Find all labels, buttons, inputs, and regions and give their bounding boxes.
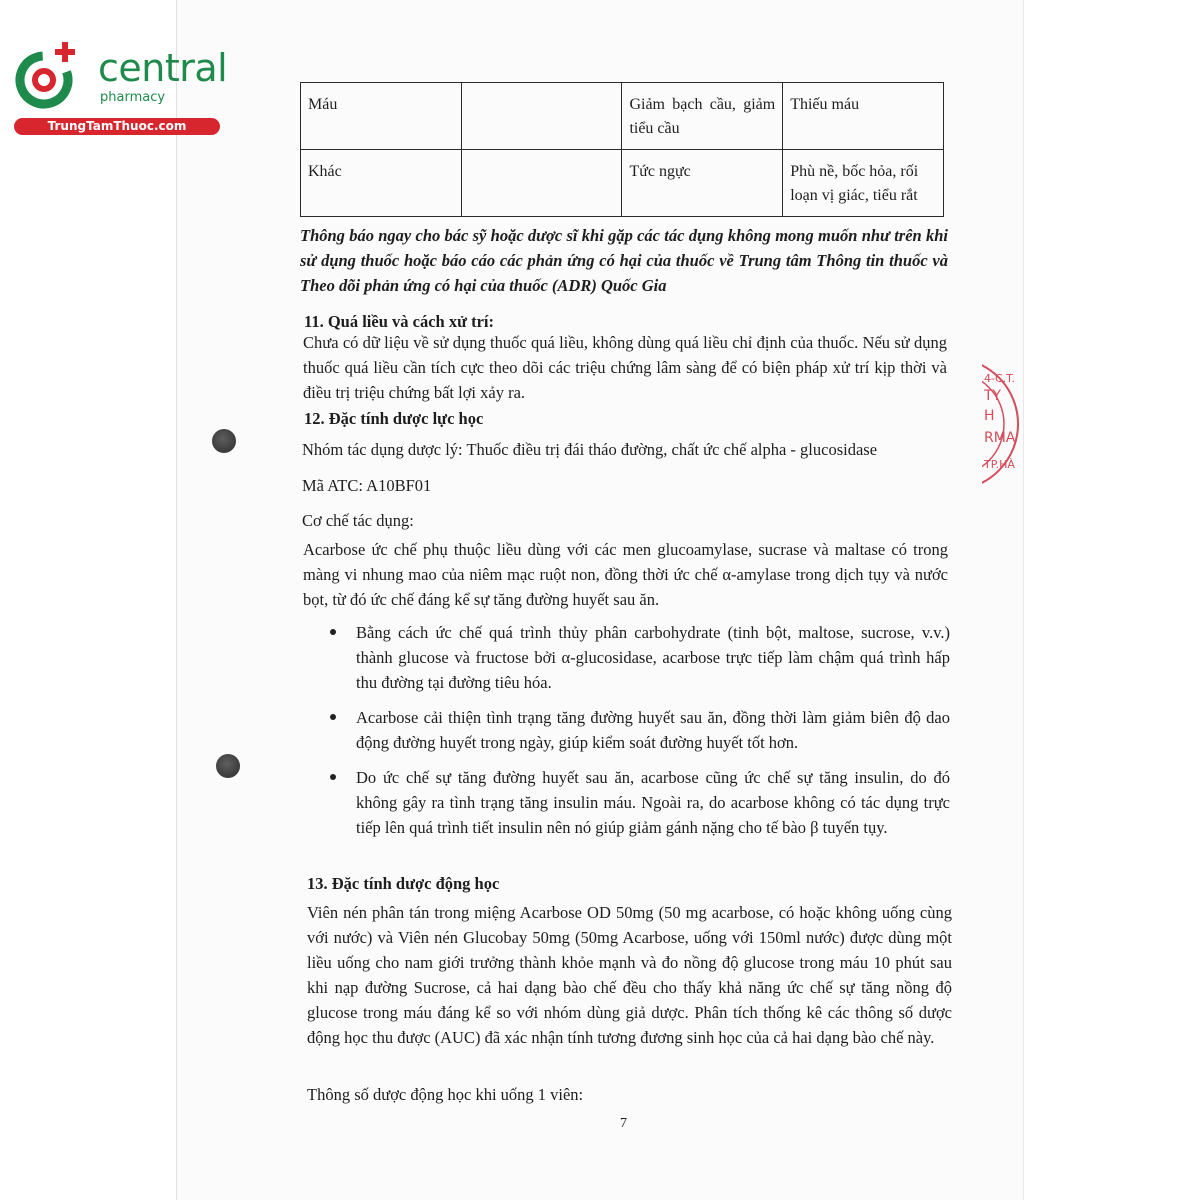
section-11-title: 11. Quá liều và cách xử trí:: [304, 312, 495, 331]
mechanism-label: Cơ chế tác dụng:: [302, 511, 414, 530]
page-number: 7: [620, 1116, 627, 1131]
logo-name: central: [98, 46, 228, 90]
list-item: Do ức chế sự tăng đường huyết sau ăn, acarbose cũng ức chế sự tăng insulin, do đó không gây ra tình trạng tăng insulin máu. Ngoài ra, do acarbose không có tác dụng trực tiếp lên quá trình tiết insulin nên nó giúp giảm gánh nặng cho tế bào β tuyến tụy.: [326, 765, 950, 840]
table-cell: Tức ngực: [622, 150, 783, 217]
stamp-text: TY: [984, 388, 1002, 404]
table-row: [301, 150, 944, 217]
logo-subtitle: pharmacy: [100, 90, 166, 105]
pharmacy-cross-icon: [10, 36, 90, 116]
section-12-title: 12. Đặc tính dược lực học: [304, 409, 484, 428]
table-cell: [461, 83, 622, 150]
logo-website: TrungTamThuoc.com: [14, 118, 220, 135]
table-cell: Thiếu máu: [783, 83, 944, 150]
table-cell: Giảm bạch cầu, giảm tiểu cầu: [622, 83, 783, 150]
adr-warning: Thông báo ngay cho bác sỹ hoặc dược sĩ khi gặp các tác dụng không mong muốn như trên khi sử dụng thuốc hoặc báo cáo các phản ứng có hại của thuốc về Trung tâm Thông tin thuốc và Theo dõi phản ứng có hại của thuốc (ADR) Quốc Gia: [300, 226, 948, 295]
bullet-icon: [330, 714, 336, 720]
list-item: Bằng cách ức chế quá trình thủy phân carbohydrate (tinh bột, maltose, sucrose, v.v.) thành glucose và fructose bởi α-glucosidase, acarbose trực tiếp làm chậm quá trình hấp thu đường tại đường tiêu hóa.: [326, 620, 950, 695]
list-item: Acarbose cải thiện tình trạng tăng đường huyết sau ăn, đồng thời làm giảm biên độ dao động đường huyết trong ngày, giúp kiểm soát đường huyết tốt hơn.: [326, 705, 950, 755]
stamp-text: 4-C.T.: [984, 372, 1016, 385]
table-cell: Phù nề, bốc hỏa, rối loạn vị giác, tiểu rắt: [783, 150, 944, 217]
stamp-text: H: [984, 408, 995, 424]
punch-hole: [216, 754, 240, 778]
central-pharmacy-logo[interactable]: [10, 36, 228, 136]
atc-code: Mã ATC: A10BF01: [302, 476, 432, 495]
stamp-text: RMA: [984, 430, 1016, 446]
pk-params-label: Thông số dược động học khi uống 1 viên:: [307, 1085, 584, 1104]
section-11-body: Chưa có dữ liệu về sử dụng thuốc quá liều, không dùng quá liều chỉ định của thuốc. Nếu sử dụng thuốc quá liều cần tích cực theo dõi các triệu chứng lâm sàng để có biện pháp xử trí kịp thời và điều trị triệu chứng bất lợi xảy ra.: [303, 333, 947, 402]
punch-hole: [212, 429, 236, 453]
drug-group: Nhóm tác dụng dược lý: Thuốc điều trị đái tháo đường, chất ức chế alpha - glucosidase: [302, 440, 878, 459]
side-effects-table: [300, 82, 944, 217]
table-row: [301, 83, 944, 150]
bullet-icon: [330, 774, 336, 780]
company-stamp: [982, 354, 1022, 494]
section-13-body: Viên nén phân tán trong miệng Acarbose OD 50mg (50 mg acarbose, có hoặc không uống cùng với nước) và Viên nén Glucobay 50mg (50mg Acarbose, uống với 150ml nước) được dùng một liều uống cho nam giới trưởng thành khỏe mạnh và đo nồng độ glucose trong máu 10 phút sau khi nạp đường Sucrose, cả hai dạng bào chế đều cho thấy khả năng ức chế sự tăng nồng độ glucose trong máu đáng kể so với nhóm dùng giả dược. Phân tích thống kê các thông số dược động học thu được (AUC) đã xác nhận tính tương đương sinh học của cả hai dạng bào chế này.: [307, 903, 952, 1047]
table-cell: Khác: [301, 150, 462, 217]
mechanism-text: Acarbose ức chế phụ thuộc liều dùng với các men glucoamylase, sucrase và maltase có trong màng vi nhung mao của niêm mạc ruột non, đồng thời ức chế α-amylase trong dịch tụy và nước bọt, từ đó ức chế đáng kể sự tăng đường huyết sau ăn.: [303, 540, 948, 609]
table-cell: Máu: [301, 83, 462, 150]
section-13-title: 13. Đặc tính dược động học: [307, 874, 500, 893]
mechanism-list: [326, 620, 950, 850]
stamp-text: TP.HÀ: [984, 458, 1015, 471]
bullet-icon: [330, 629, 336, 635]
table-cell: [461, 150, 622, 217]
